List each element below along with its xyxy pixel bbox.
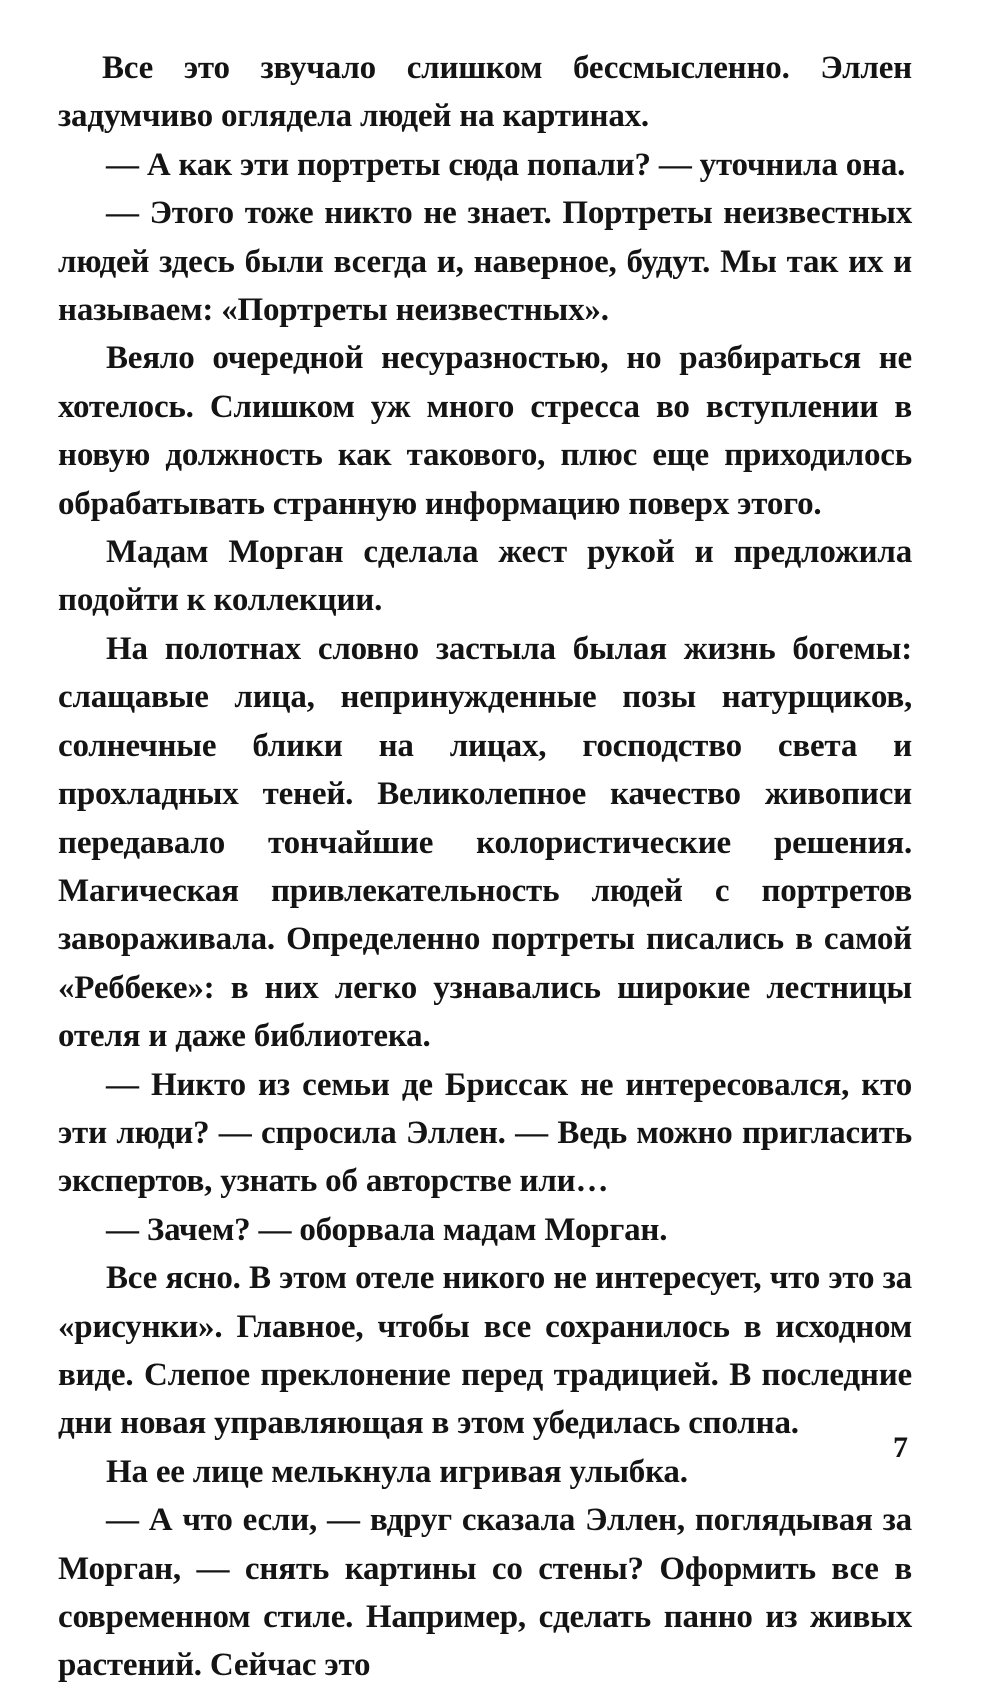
paragraph-1: Все это звучало слишком бессмысленно. Эллен задумчиво оглядела людей на картинах.	[58, 50, 912, 135]
page-number: 7	[893, 1431, 908, 1464]
paragraph-11: — А что если, — вдруг сказала Эллен, поглядывая за Морган, — снять картины со стены? Оформить все в современном стиле. Например, сделать панно из живых растений. Сейчас это	[58, 1502, 912, 1684]
paragraph-5: Мадам Морган сделала жест рукой и предложила подойти к коллекции.	[58, 534, 912, 619]
text-body	[58, 44, 912, 1690]
book-page	[58, 44, 912, 1684]
paragraph-10: На ее лице мелькнула игривая улыбка.	[106, 1453, 688, 1490]
paragraph-3: — Этого тоже никто не знает. Портреты неизвестных людей здесь были всегда и, наверное, будут. Мы так их и называем: «Портреты неизвестных».	[58, 195, 912, 329]
paragraph-6: На полотнах словно застыла былая жизнь богемы: слащавые лица, непринужденные позы натурщиков, солнечные блики на лицах, господство света и прохладных теней. Великолепное качество живописи передавало тончайшие колористические решения. Магическая привлекательность людей с портретов завораживала. Определенно портреты писались в самой «Реббеке»: в них легко узнавались широкие лестницы отеля и даже библиотека.	[58, 630, 912, 1055]
paragraph-8: — Зачем? — оборвала мадам Морган.	[106, 1211, 668, 1248]
paragraph-9: Все ясно. В этом отеле никого не интересует, что это за «рисунки». Главное, чтобы все сохранилось в исходном виде. Слепое преклонение перед традицией. В последние дни новая управляющая в этом убедилась сполна.	[58, 1260, 912, 1442]
paragraph-2: — А как эти портреты сюда попали? — уточнила она.	[106, 146, 906, 183]
paragraph-7: — Никто из семьи де Бриссак не интересовался, кто эти люди? — спросила Эллен. — Ведь можно пригласить экспертов, узнать об авторстве или…	[58, 1066, 912, 1200]
paragraph-4: Веяло очередной несуразностью, но разбираться не хотелось. Слишком уж много стресса во вступлении в новую должность как такового, плюс еще приходилось обрабатывать странную информацию поверх этого.	[58, 340, 912, 522]
